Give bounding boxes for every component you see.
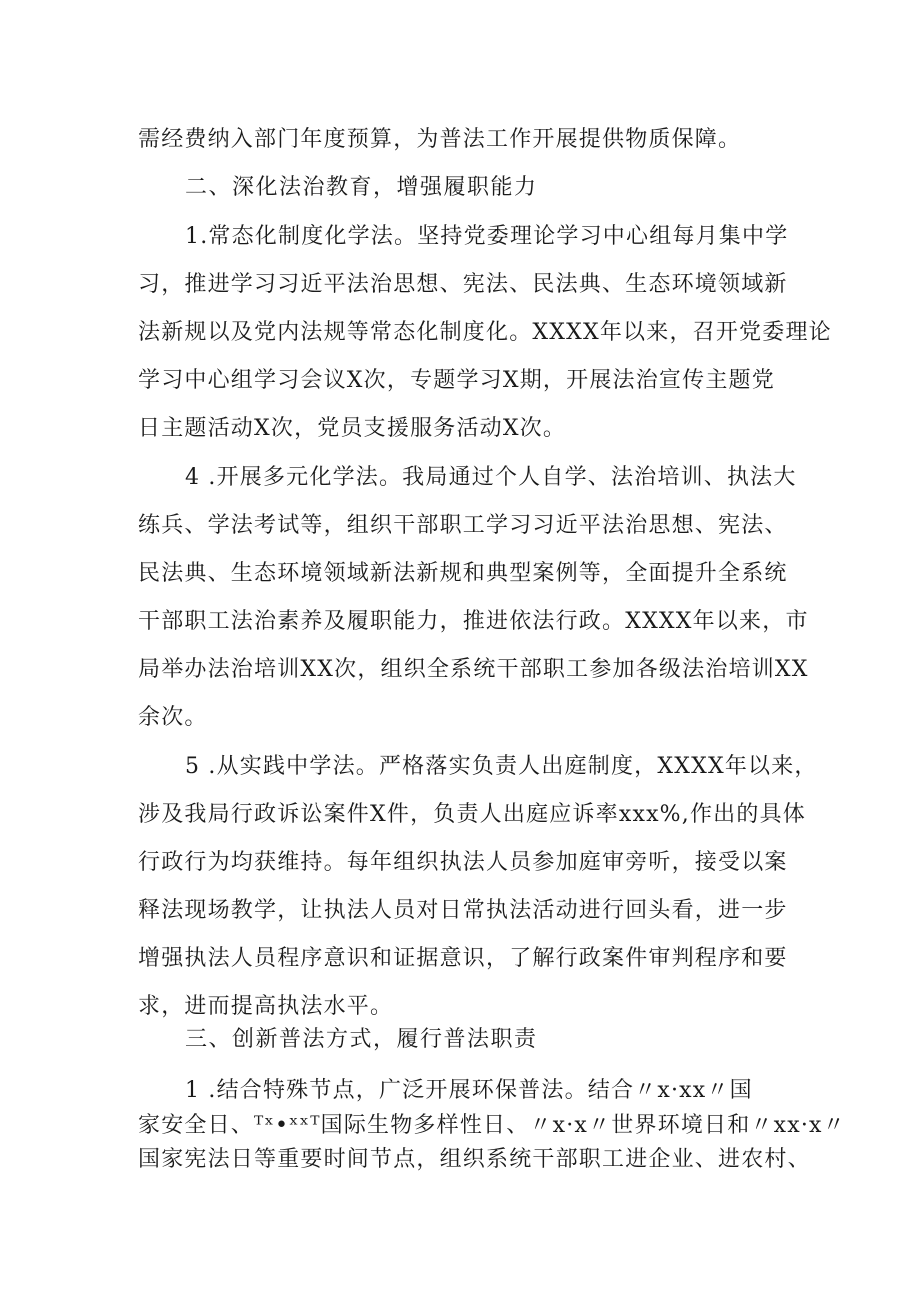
section-heading: 三、创新普法方式，履行普法职责 — [185, 1027, 538, 1052]
body-text-line: 局举办法治培训XX次，组织全系统干部职工参加各级法治培训XX — [138, 657, 809, 682]
body-text-line: 民法典、生态环境领域新法新规和典型案例等，全面提升全系统 — [138, 561, 788, 586]
body-text-line: 需经费纳入部门年度预算，为普法工作开展提供物质保障。 — [138, 127, 742, 152]
body-text-line: 行政行为均获维持。每年组织执法人员参加庭审旁听，接受以案 — [138, 850, 788, 875]
body-text-line: 家安全日、ᵀˣ•ˣˣᵀ国际生物多样性日、〃x·x〃世界环境日和〃xx·x〃 — [138, 1113, 846, 1138]
paragraph-first-line: 1.常态化制度化学法。坚持党委理论学习中心组每月集中学 — [185, 224, 789, 249]
body-text-line: 增强执法人员程序意识和证据意识，了解行政案件审判程序和要 — [138, 946, 788, 971]
paragraph-first-line: 1 .结合特殊节点，广泛开展环保普法。结合〃x·xx〃国 — [185, 1078, 753, 1103]
body-text-line: 余次。 — [138, 705, 208, 730]
section-heading: 二、深化法治教育，增强履职能力 — [185, 175, 538, 200]
body-text-line: 涉及我局行政诉讼案件X件，负责人出庭应诉率xxx%,作出的具体 — [138, 802, 806, 827]
paragraph-first-line: 5 .从实践中学法。严格落实负责人出庭制度，XXXX年以来， — [185, 754, 818, 779]
body-text-line: 练兵、学法考试等，组织干部职工学习习近平法治思想、宪法、 — [138, 513, 788, 538]
body-text-line: 日主题活动X次，党员支援服务活动X次。 — [138, 416, 567, 441]
body-text-line: 学习中心组学习会议X次，专题学习X期，开展法治宣传主题党 — [138, 368, 775, 393]
body-text-line: 法新规以及党内法规等常态化制度化。XXXX年以来，召开党委理论 — [138, 320, 832, 345]
body-text-line: 释法现场教学，让执法人员对日常执法活动进行回头看，进一步 — [138, 898, 788, 923]
body-text-line: 干部职工法治素养及履职能力，推进依法行政。XXXX年以来，市 — [138, 609, 809, 634]
paragraph-first-line: 4 .开展多元化学法。我局通过个人自学、法治培训、执法大 — [185, 465, 797, 490]
body-text-line: 求，进而提高执法水平。 — [138, 994, 394, 1019]
body-text-line: 习，推进学习习近平法治思想、宪法、民法典、生态环境领域新 — [138, 272, 788, 297]
body-text-line: 国家宪法日等重要时间节点，组织系统干部职工进企业、进农村、 — [138, 1147, 811, 1172]
